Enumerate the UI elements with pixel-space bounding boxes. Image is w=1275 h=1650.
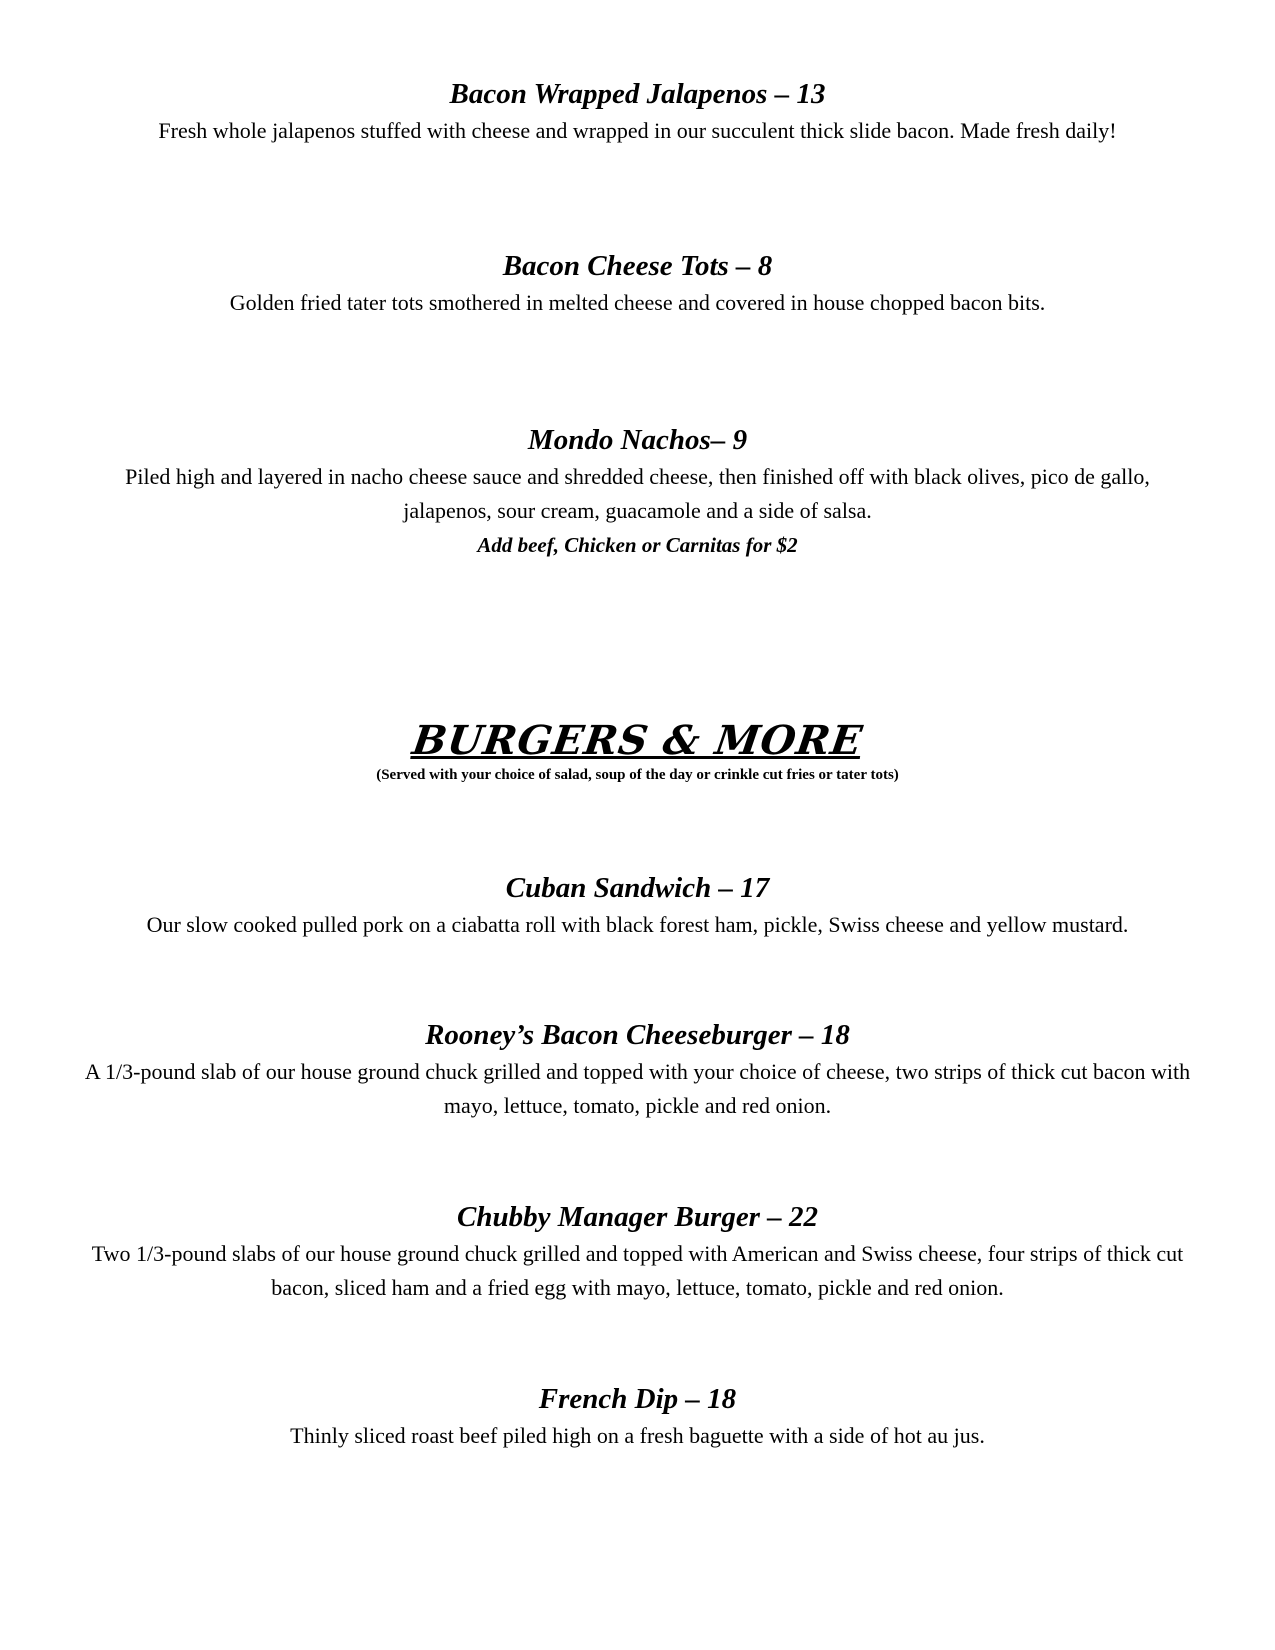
menu-item-description: A 1/3-pound slab of our house ground chuck grilled and topped with your choice of cheese, two strips of thick cut bacon with mayo, lettuce, tomato, pickle and red onion. [84, 1059, 1191, 1118]
menu-item-title: Bacon Cheese Tots – 8 [502, 250, 773, 282]
menu-item-cuban-sandwich [0, 868, 1275, 942]
menu-item-title: Rooney’s Bacon Cheeseburger – 18 [425, 1019, 850, 1051]
section-subtitle: (Served with your choice of salad, soup of the day or crinkle cut fries or tater tots) [376, 767, 899, 783]
menu-item-description: Our slow cooked pulled pork on a ciabatta roll with black forest ham, pickle, Swiss cheese and yellow mustard. [146, 912, 1129, 937]
menu-item-title: French Dip – 18 [538, 1383, 737, 1415]
menu-item-description: Fresh whole jalapenos stuffed with cheese and wrapped in our succulent thick slide bacon. Made fresh daily! [158, 118, 1117, 143]
menu-item-bacon-wrapped-jalapenos [0, 74, 1275, 148]
menu-item-description: Piled high and layered in nacho cheese sauce and shredded cheese, then finished off with black olives, pico de gallo, jalapenos, sour cream, guacamole and a side of salsa. [125, 464, 1150, 523]
menu-item-description: Golden fried tater tots smothered in melted cheese and covered in house chopped bacon bits. [229, 290, 1046, 315]
menu-item-bacon-cheese-tots [0, 246, 1275, 320]
menu-item-rooneys-bacon-cheeseburger [0, 1015, 1275, 1123]
menu-item-french-dip [0, 1379, 1275, 1453]
menu-item-description: Two 1/3-pound slabs of our house ground chuck grilled and topped with American and Swiss cheese, four strips of thick cut bacon, sliced ham and a fried egg with mayo, lettuce, tomato, pickle and red onion. [91, 1241, 1184, 1300]
section-header-burgers [0, 718, 1275, 786]
menu-item-title: Cuban Sandwich – 17 [505, 872, 770, 904]
menu-item-chubby-manager-burger [0, 1197, 1275, 1305]
section-heading: BURGERS & MORE [409, 717, 866, 764]
menu-item-description: Thinly sliced roast beef piled high on a fresh baguette with a side of hot au jus. [290, 1423, 985, 1448]
menu-item-title: Mondo Nachos– 9 [527, 424, 748, 456]
menu-item-note: Add beef, Chicken or Carnitas for $2 [477, 533, 798, 557]
menu-item-title: Chubby Manager Burger – 22 [457, 1201, 818, 1233]
menu-item-title: Bacon Wrapped Jalapenos – 13 [449, 78, 826, 110]
menu-item-mondo-nachos [0, 420, 1275, 562]
